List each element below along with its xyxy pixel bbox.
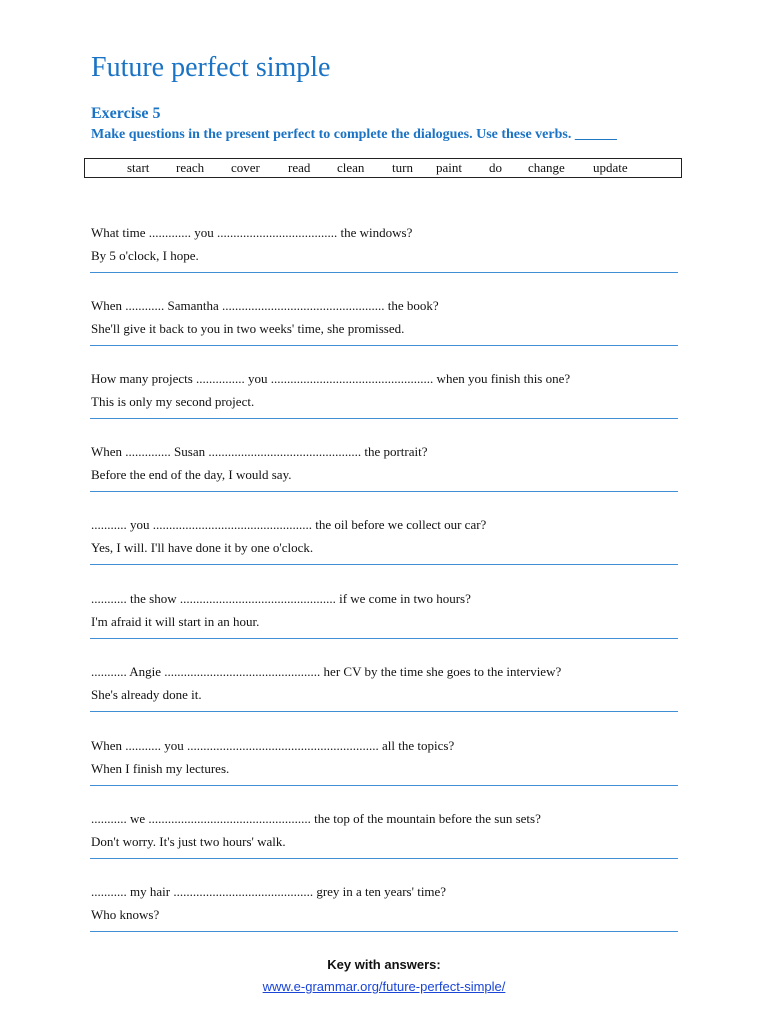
- answer-text: By 5 o'clock, I hope.: [91, 248, 199, 263]
- answer-text: I'm afraid it will start in an hour.: [91, 614, 260, 629]
- question-text: ........... we .................................................. the top of the mountain before the sun sets?: [91, 811, 541, 826]
- verb-paint: paint: [436, 160, 462, 175]
- dialogue-item-5: [91, 516, 678, 576]
- verb-do: do: [489, 160, 502, 175]
- question-text: ........... the show ................................................ if we come in two hours?: [91, 591, 471, 606]
- page-title: Future perfect simple: [91, 52, 331, 83]
- verb-box: [84, 158, 682, 178]
- question-text: When ............ Samantha .................................................. the book?: [91, 298, 439, 313]
- question-text: ........... Angie ................................................ her CV by the time she goes to the interview?: [91, 664, 562, 679]
- question-text: When ........... you ........................................................... all the topics?: [91, 738, 455, 753]
- divider: [90, 345, 678, 346]
- divider: [90, 858, 678, 859]
- question-text: When .............. Susan ............................................... the portrait?: [91, 444, 428, 459]
- answer-key-link[interactable]: www.e-grammar.org/future-perfect-simple/: [262, 979, 506, 994]
- divider: [90, 491, 678, 492]
- question-text: ........... you ................................................. the oil before we collect our car?: [91, 517, 487, 532]
- dialogue-item-9: [91, 810, 678, 870]
- instructions: Make questions in the present perfect to complete the dialogues. Use these verbs. ______: [91, 127, 617, 142]
- divider: [90, 931, 678, 932]
- answer-text: When I finish my lectures.: [91, 761, 230, 776]
- verb-start: start: [127, 160, 150, 175]
- dialogue-item-7: [91, 663, 678, 723]
- dialogue-item-6: [91, 590, 678, 650]
- answer-text: Who knows?: [91, 907, 160, 922]
- verb-read: read: [288, 160, 311, 175]
- divider: [90, 564, 678, 565]
- answer-text: Yes, I will. I'll have done it by one o'clock.: [91, 540, 314, 555]
- verb-update: update: [593, 160, 628, 175]
- verb-change: change: [528, 160, 565, 175]
- divider: [90, 272, 678, 273]
- answer-text: Before the end of the day, I would say.: [91, 467, 292, 482]
- verb-cover: cover: [231, 160, 260, 175]
- answer-key-heading: Key with answers:: [327, 957, 441, 972]
- answer-text: She's already done it.: [91, 687, 202, 702]
- dialogue-item-10: [91, 883, 678, 943]
- question-text: How many projects ............... you .................................................. when you finish this one?: [91, 371, 571, 386]
- divider: [90, 711, 678, 712]
- question-text: ........... my hair ........................................... grey in a ten years' time?: [91, 884, 447, 899]
- answer-text: This is only my second project.: [91, 394, 255, 409]
- answer-text: Don't worry. It's just two hours' walk.: [91, 834, 286, 849]
- divider: [90, 638, 678, 639]
- verb-turn: turn: [392, 160, 413, 175]
- exercise-heading: Exercise 5: [91, 105, 161, 122]
- dialogue-item-8: [91, 737, 678, 797]
- dialogue-item-2: [91, 297, 678, 357]
- verb-reach: reach: [176, 160, 205, 175]
- divider: [90, 785, 678, 786]
- dialogue-item-3: [91, 370, 678, 430]
- answer-key-link-container: [0, 978, 768, 996]
- dialogue-item-1: [91, 224, 678, 284]
- answer-text: She'll give it back to you in two weeks' time, she promissed.: [91, 321, 405, 336]
- verb-clean: clean: [337, 160, 365, 175]
- divider: [90, 418, 678, 419]
- question-text: What time ............. you ..................................... the windows?: [91, 225, 413, 240]
- dialogue-item-4: [91, 443, 678, 503]
